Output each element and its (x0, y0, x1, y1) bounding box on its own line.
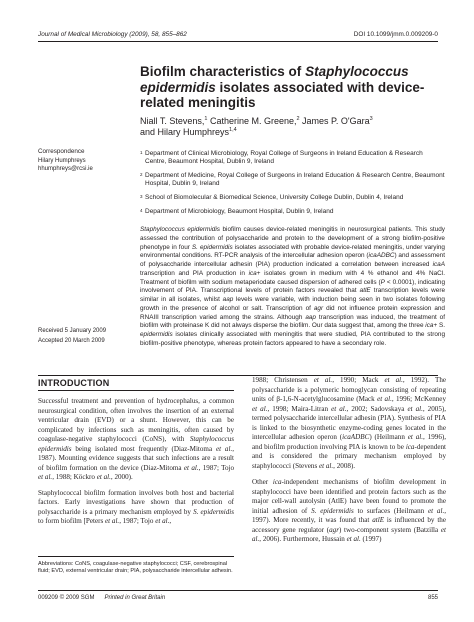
header-rule (38, 41, 438, 42)
received-date: Received 5 January 2009 (38, 328, 107, 334)
intro-paragraph-1: Successful treatment and prevention of hydrocephalus, a common neurosurgical condition, often involves the insertion of an external ventricular drain (EVD) or a shunt. However, this can be complicated by infections such as meningitis, often caused by coagulase-negative staphylococci (CoNS), with Staphylococcus epidermidis being isolated most frequently (Diaz-Mitoma et al., 1987). Mounting evidence suggests that such infections are a result of biofilm formation on the device (Diaz-Mitoma et al., 1987; Tojo et al., 1988; Köckro et al., 2000). (38, 397, 235, 481)
footer-rule (38, 590, 438, 591)
affiliation-1: 1 Department of Clinical Microbiology, Royal College of Surgeons in Ireland Education & Research Centre, Beaumont Hospital, Dublin 9, Ireland (140, 150, 423, 166)
article-title: Biofilm characteristics of Staphylococcus epidermidis isolates associated with device-related meningitis (140, 64, 425, 110)
right-paragraph-2: Other ica-independent mechanisms of biofilm development in staphylococci have been identified and protein factors such as the major cell-wall autolysin (AtlE) have been found to promote the initial adhesion of S. epidermidis to surfaces (Heilmann et al., 1997). More recently, it was found that atlE is influenced by the accessory gene regulator (agr) two-component system (Batzilla et al., 2006). Furthermore, Hussain et al. (1997) (252, 478, 447, 543)
affiliation-3: 3 School of Biomolecular & Biomedical Science, University College Dublin, Dublin 4, Ireland (140, 194, 404, 202)
affiliation-2: 2 Department of Medicine, Royal College of Surgeons in Ireland Education & Research Centre, Beaumont Hospital, Dublin 9, Ireland (140, 172, 445, 188)
intro-paragraph-2: Staphylococcal biofilm formation involves both host and bacterial factors. Early investigations have shown that production of polysaccharide is a primary mechanism employed by S. epidermidis to form biofilm [Peters et al., 1987; Tojo et al., (38, 488, 234, 525)
correspondence-label: Correspondence (38, 148, 85, 155)
journal-citation: Journal of Medical Microbiology (2009), 58, 855–862 (38, 31, 187, 38)
author-list: Niall T. Stevens,$^1$ Catherine M. Greene,$^2$ James P. O'Gara$^3$ and Hilary Humphreys$^{1,4}$ (140, 116, 373, 137)
left-column (38, 378, 234, 527)
affiliation-4: 4 Department of Microbiology, Beaumont Hospital, Dublin 9, Ireland (140, 207, 334, 215)
footer-copyright: 009209 © 2009 SGM Printed in Great Britain (38, 595, 166, 601)
correspondence-block (38, 148, 128, 174)
introduction-heading: INTRODUCTION (38, 378, 234, 391)
abstract: Staphylococcus epidermidis biofilm causes device-related meningitis in neurosurgical patients. This study assessed the contribution of polysaccharide and protein to the development of a strong biofilm-positive phenotype in four S. epidermidis isolates associated with probable device-related meningitis, under varying environmental conditions. RT-PCR analysis of the intercellular adhesion operon (icaADBC) and assessment of polysaccharide intercellular adhesin (PIA) production indicated a correlation between increased icaA transcription and PIA production in ica+ isolates grown in medium with 4 % ethanol and 4% NaCl. Treatment of biofilm with sodium metaperiodate caused dispersion of adhered cells (P < 0.0001), indicating involvement of PIA. Transcriptional levels of protein factors revealed that atlE transcription levels were similar in all isolates, whilst aap levels were variable, with induction being seen in two isolates following growth in the presence of alcohol or salt. Transcription of agr did not influence protein expression and RNAIII transcription varied among the strains. Although aap transcription was induced, the treatment of biofilm with proteinase K did not always disperse the biofilm. Our data suggest that, among the three ica+ S. epidermidis isolates clinically associated with meningitis that were studied, PIA contributed to the strong biofilm-positive phenotype, whereas protein factors appeared to have a secondary role. (140, 226, 446, 347)
correspondence-name: Hilary Humphreys (38, 157, 86, 164)
correspondence-email[interactable]: hhumphreys@rcsi.ie (38, 166, 93, 172)
page-number: 855 (427, 595, 438, 601)
affiliations (140, 150, 445, 222)
received-dates (38, 326, 128, 346)
doi: DOI 10.1099/jmm.0.009209-0 (353, 31, 438, 38)
right-paragraph-1: 1988; Christensen et al., 1990; Mack et al., 1992). The polysaccharide is a polymeric homoglycan consisting of repeating units of β-1,6-N-acetylglucosamine (Mack et al., 1996; McKenney et al., 1998; Maira-Litran et al., 2002; Sadovskaya et al., 2005), termed polysaccharide intercellular adhesin (PIA). Synthesis of PIA is linked to the biosynthetic enzyme-coding genes located in the intercellular adhesion operon (icaADBC) (Heilmann et al., 1996), and biofilm production involving PIA is known to be ica-dependent and is considered the primary mechanism employed by staphylococci (Stevens et al., 2008). (252, 376, 447, 470)
right-column (252, 376, 446, 545)
accepted-date: Accepted 20 March 2009 (38, 338, 105, 344)
abbreviations-footnote: Abbreviations: CoNS, coagulase-negative staphylococci; CSF, cerebrospinal fluid; EVD, external ventricular drain; PIA, polysaccharide intercellular adhesin. (38, 556, 234, 575)
